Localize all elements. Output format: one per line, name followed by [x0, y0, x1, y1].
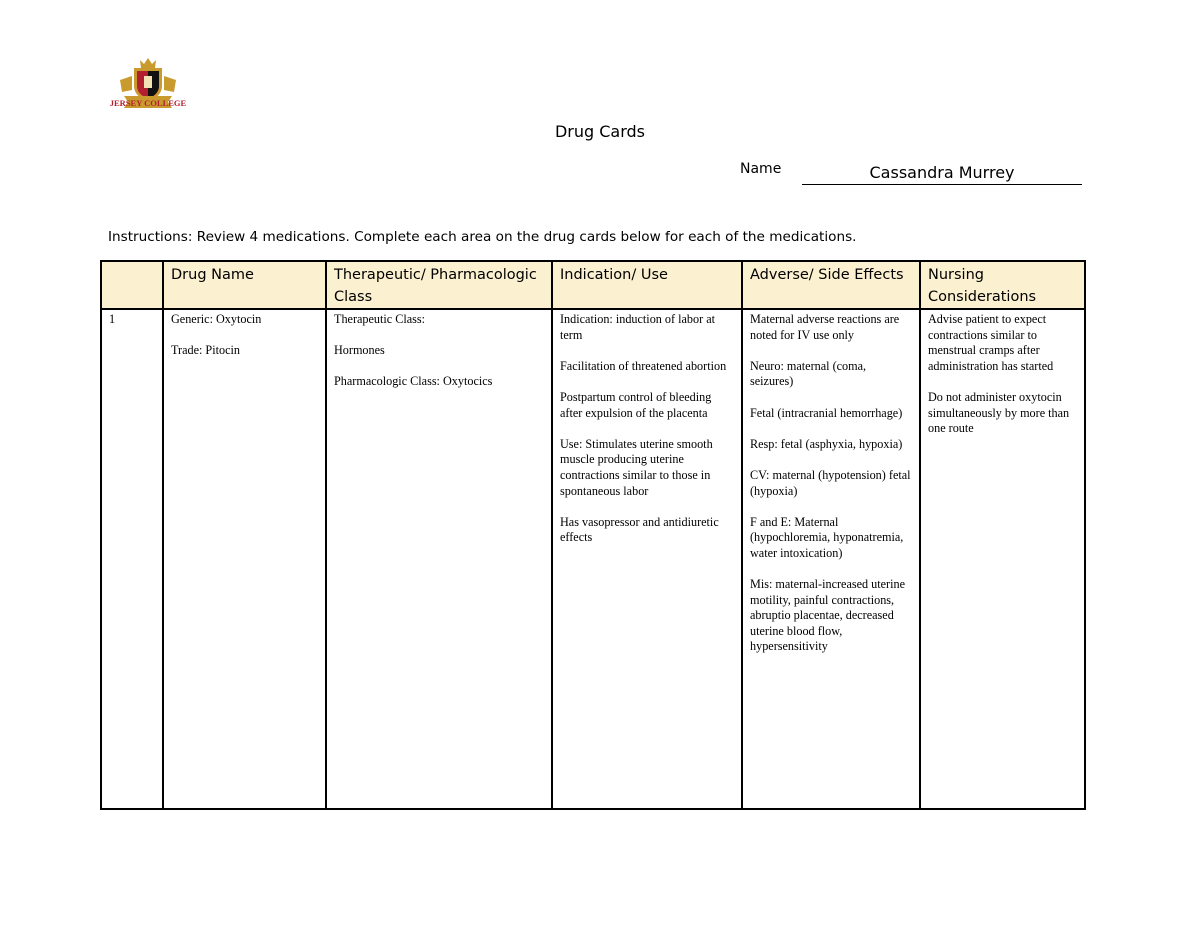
name-field: Cassandra Murrey [802, 162, 1082, 185]
drug-card-table [100, 260, 1086, 810]
logo-text: JERSEY COLLEGE [109, 98, 187, 108]
class-line: Hormones [334, 343, 385, 358]
generic-name: Generic: Oxytocin [171, 312, 262, 326]
adverse-line: Neuro: maternal (coma, seizures) [750, 358, 867, 389]
nursing-line: Advise patient to expect contractions similar to menstrual cramps after administration has started [928, 312, 1054, 373]
drug-name-cell [163, 309, 326, 809]
adverse-cell [742, 309, 920, 809]
nursing-line: Do not administer oxytocin simultaneously by more than one route [928, 389, 1070, 436]
header-class: Therapeutic/ Pharmacologic Class [326, 261, 552, 309]
header-adverse: Adverse/ Side Effects [742, 261, 920, 309]
indication-line: Indication: induction of labor at term [560, 312, 716, 342]
trade-name: Trade: Pitocin [171, 343, 240, 358]
instructions-text: Instructions: Review 4 medications. Complete each area on the drug cards below for each of the medications. [108, 229, 857, 245]
adverse-line: Mis: maternal-increased uterine motility, painful contractions, abruptio placentae, decreased uterine blood flow, hypersensitivity [750, 577, 905, 654]
class-cell [326, 309, 552, 809]
header-number [101, 261, 163, 309]
table-row [101, 309, 1085, 809]
indication-cell [552, 309, 742, 809]
jersey-college-logo [108, 56, 188, 116]
adverse-line: Maternal adverse reactions are noted for IV use only [750, 312, 900, 342]
header-drug-name: Drug Name [163, 261, 326, 309]
header-indication: Indication/ Use [552, 261, 742, 309]
class-line: Therapeutic Class: [334, 312, 426, 326]
page-title: Drug Cards [554, 122, 646, 141]
indication-line: Postpartum control of bleeding after expulsion of the placenta [560, 389, 712, 420]
header-nursing: Nursing Considerations [920, 261, 1085, 309]
table-header-row [101, 261, 1085, 309]
indication-line: Facilitation of threatened abortion [560, 358, 727, 373]
name-label: Name [740, 161, 782, 177]
adverse-line: Fetal (intracranial hemorrhage) [750, 405, 903, 420]
adverse-line: CV: maternal (hypotension) fetal (hypoxia) [750, 467, 911, 498]
adverse-line: F and E: Maternal (hypochloremia, hyponatremia, water intoxication) [750, 514, 904, 560]
adverse-line: Resp: fetal (asphyxia, hypoxia) [750, 436, 903, 451]
nursing-cell [920, 309, 1085, 809]
indication-line: Has vasopressor and antidiuretic effects [560, 514, 719, 545]
row-number: 1 [101, 309, 163, 809]
class-line: Pharmacologic Class: Oxytocics [334, 374, 493, 389]
indication-line: Use: Stimulates uterine smooth muscle producing uterine contractions similar to those in spontaneous labor [560, 436, 713, 498]
